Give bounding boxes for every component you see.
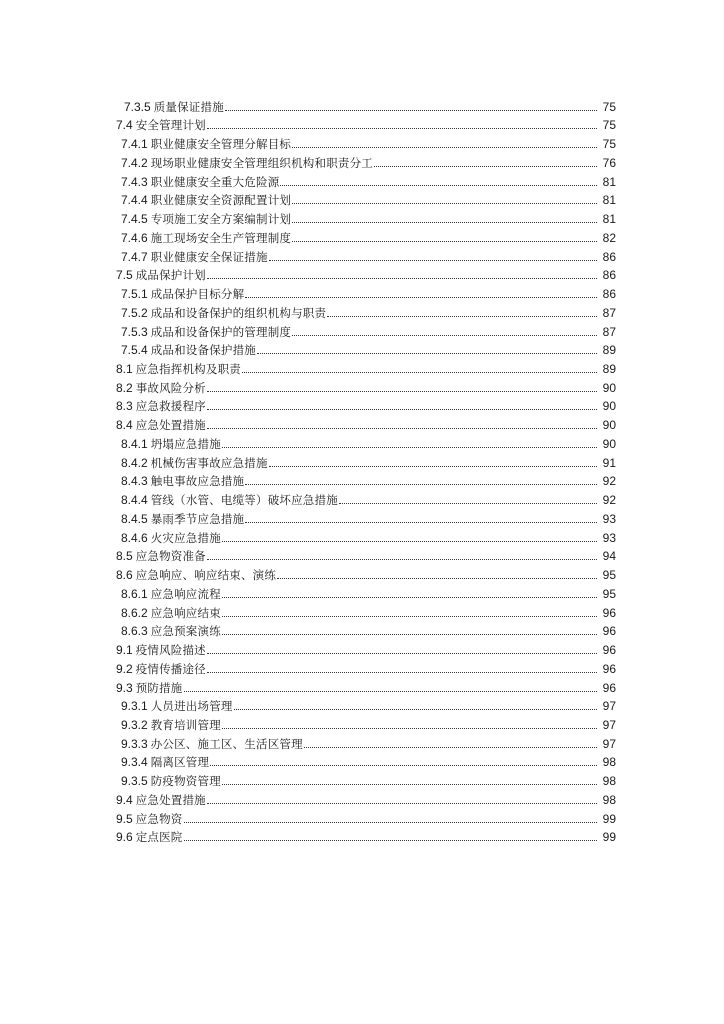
toc-dot-leader: [242, 371, 597, 373]
toc-dot-leader: [269, 259, 597, 261]
toc-entry-title: 触电事故应急措施: [150, 474, 245, 489]
toc-entry-title: 成品和设备保护的组织机构与职责: [150, 305, 327, 320]
toc-entry-title: 疫情传播途径: [135, 661, 206, 676]
toc-dot-leader: [207, 671, 597, 673]
toc-entry-title: 机械伤害事故应急措施: [150, 455, 268, 470]
toc-entry-page-number: 89: [602, 343, 616, 358]
toc-entry-number: 9.3.2: [121, 717, 148, 732]
toc-entry[interactable]: [116, 582, 616, 601]
toc-entry-title: 质量保证措施: [153, 99, 224, 114]
toc-entry-title: 疫情风险描述: [135, 643, 206, 658]
toc-entry-number: 8.6.3: [121, 624, 148, 639]
toc-dot-leader: [245, 296, 597, 298]
toc-entry-page-number: 95: [602, 568, 616, 583]
toc-entry-page-number: 97: [602, 717, 616, 732]
toc-dot-leader: [184, 839, 598, 841]
toc-entry-number: 8.4.6: [121, 530, 148, 545]
toc-entry[interactable]: [116, 207, 616, 226]
toc-dot-leader: [222, 633, 597, 635]
toc-entry-number: 8.5: [116, 549, 133, 564]
toc-entry[interactable]: [116, 189, 616, 208]
toc-entry[interactable]: [116, 151, 616, 170]
toc-entry-page-number: 96: [602, 643, 616, 658]
toc-entry-title: 定点医院: [135, 830, 183, 845]
toc-entry[interactable]: [116, 601, 616, 620]
toc-entry[interactable]: [116, 713, 616, 732]
toc-entry[interactable]: [116, 114, 616, 133]
toc-dot-leader: [234, 708, 597, 710]
toc-entry-number: 7.4.6: [121, 230, 148, 245]
toc-dot-leader: [222, 446, 597, 448]
toc-entry-title: 暴雨季节应急措施: [150, 511, 245, 526]
toc-entry-number: 7.4.4: [121, 193, 148, 208]
toc-entry-page-number: 87: [602, 324, 616, 339]
toc-entry-number: 9.3.4: [121, 755, 148, 770]
toc-entry-title: 现场职业健康安全管理组织机构和职责分工: [150, 155, 374, 170]
toc-dot-leader: [222, 596, 597, 598]
toc-dot-leader: [292, 334, 597, 336]
toc-entry-page-number: 96: [602, 624, 616, 639]
toc-entry-page-number: 99: [602, 811, 616, 826]
toc-entry-page-number: 81: [602, 174, 616, 189]
toc-entry-number: 7.3.5: [124, 99, 151, 114]
toc-dot-leader: [245, 483, 597, 485]
toc-entry-number: 7.4.1: [121, 137, 148, 152]
toc-entry[interactable]: [116, 413, 616, 432]
toc-entry-number: 8.2: [116, 380, 133, 395]
toc-dot-leader: [207, 390, 597, 392]
toc-entry[interactable]: [116, 376, 616, 395]
toc-entry[interactable]: [116, 526, 616, 545]
toc-entry[interactable]: [116, 320, 616, 339]
toc-entry-number: 7.4.5: [121, 212, 148, 227]
toc-entry-page-number: 90: [602, 380, 616, 395]
toc-entry[interactable]: [116, 95, 616, 114]
toc-entry-title: 安全管理计划: [135, 118, 206, 133]
toc-dot-leader: [225, 109, 597, 111]
toc-entry[interactable]: [116, 132, 616, 151]
toc-dot-leader: [374, 165, 597, 167]
toc-entry-number: 8.4.2: [121, 455, 148, 470]
toc-entry[interactable]: [116, 395, 616, 414]
toc-entry-number: 7.5: [116, 268, 133, 283]
toc-entry-page-number: 96: [602, 605, 616, 620]
toc-entry-title: 预防措施: [135, 680, 183, 695]
table-of-contents: [116, 95, 616, 844]
toc-entry-title: 坍塌应急措施: [150, 436, 221, 451]
toc-entry-page-number: 92: [602, 474, 616, 489]
toc-entry-title: 应急响应、响应结束、演练: [135, 568, 277, 583]
toc-entry[interactable]: [116, 695, 616, 714]
toc-dot-leader: [292, 146, 597, 148]
toc-entry-page-number: 82: [602, 230, 616, 245]
toc-entry-page-number: 90: [602, 418, 616, 433]
toc-entry-number: 9.5: [116, 811, 133, 826]
toc-entry-number: 9.1: [116, 643, 133, 658]
toc-entry-page-number: 93: [602, 511, 616, 526]
toc-entry[interactable]: [116, 451, 616, 470]
toc-dot-leader: [207, 652, 597, 654]
toc-entry[interactable]: [116, 357, 616, 376]
toc-entry-title: 教育培训管理: [150, 717, 221, 732]
toc-entry-number: 8.4.5: [121, 511, 148, 526]
toc-entry-page-number: 99: [602, 830, 616, 845]
toc-entry[interactable]: [116, 226, 616, 245]
toc-entry[interactable]: [116, 620, 616, 639]
toc-entry[interactable]: [116, 807, 616, 826]
toc-dot-leader: [280, 184, 597, 186]
toc-entry-title: 专项施工安全方案编制计划: [150, 212, 292, 227]
toc-entry-number: 7.4.7: [121, 249, 148, 264]
toc-dot-leader: [222, 615, 597, 617]
toc-entry-number: 8.6: [116, 568, 133, 583]
toc-entry[interactable]: [116, 339, 616, 358]
toc-entry[interactable]: [116, 826, 616, 845]
toc-dot-leader: [222, 727, 597, 729]
toc-entry[interactable]: [116, 638, 616, 657]
toc-entry-number: 9.4: [116, 792, 133, 807]
toc-entry[interactable]: [116, 563, 616, 582]
toc-entry-page-number: 89: [602, 362, 616, 377]
toc-entry-page-number: 86: [602, 249, 616, 264]
toc-dot-leader: [277, 577, 597, 579]
toc-dot-leader: [207, 277, 597, 279]
toc-dot-leader: [184, 821, 598, 823]
toc-entry-number: 7.5.3: [121, 324, 148, 339]
toc-entry[interactable]: [116, 170, 616, 189]
toc-dot-leader: [222, 783, 597, 785]
toc-dot-leader: [269, 465, 597, 467]
toc-entry-title: 管线（水管、电缆等）破坏应急措施: [150, 493, 338, 508]
toc-entry-title: 应急指挥机构及职责: [135, 362, 241, 377]
toc-entry-number: 7.5.1: [121, 287, 148, 302]
toc-entry-page-number: 81: [602, 193, 616, 208]
toc-entry[interactable]: [116, 676, 616, 695]
toc-entry[interactable]: [116, 301, 616, 320]
toc-dot-leader: [292, 202, 597, 204]
toc-entry-title: 办公区、施工区、生活区管理: [150, 736, 303, 751]
toc-entry[interactable]: [116, 264, 616, 283]
toc-dot-leader: [222, 540, 597, 542]
toc-entry-number: 7.4.2: [121, 155, 148, 170]
toc-entry-page-number: 98: [602, 792, 616, 807]
toc-entry-page-number: 98: [602, 755, 616, 770]
toc-entry[interactable]: [116, 545, 616, 564]
toc-entry-title: 防疫物资管理: [150, 774, 221, 789]
toc-entry-number: 7.4.3: [121, 174, 148, 189]
toc-entry-page-number: 87: [602, 305, 616, 320]
toc-entry-title: 应急响应流程: [150, 586, 221, 601]
toc-entry-title: 施工现场安全生产管理制度: [150, 230, 292, 245]
toc-entry[interactable]: [116, 788, 616, 807]
toc-dot-leader: [184, 690, 598, 692]
toc-entry-page-number: 90: [602, 436, 616, 451]
toc-entry[interactable]: [116, 751, 616, 770]
toc-entry[interactable]: [116, 488, 616, 507]
toc-entry-title: 应急预案演练: [150, 624, 221, 639]
toc-entry[interactable]: [116, 432, 616, 451]
toc-entry-title: 成品保护计划: [135, 268, 206, 283]
toc-dot-leader: [207, 408, 597, 410]
toc-entry-number: 8.4.4: [121, 493, 148, 508]
toc-entry-number: 8.6.2: [121, 605, 148, 620]
toc-dot-leader: [245, 521, 597, 523]
toc-entry-title: 事故风险分析: [135, 380, 206, 395]
toc-dot-leader: [257, 352, 597, 354]
toc-entry-page-number: 75: [602, 118, 616, 133]
toc-entry-title: 成品和设备保护的管理制度: [150, 324, 292, 339]
toc-entry-number: 8.6.1: [121, 586, 148, 601]
toc-entry-number: 9.3: [116, 680, 133, 695]
toc-entry-page-number: 91: [602, 455, 616, 470]
toc-dot-leader: [210, 764, 597, 766]
toc-entry-number: 8.4.1: [121, 436, 148, 451]
toc-entry-title: 应急处置措施: [135, 418, 206, 433]
toc-entry-number: 9.2: [116, 661, 133, 676]
toc-entry[interactable]: [116, 245, 616, 264]
toc-entry-page-number: 75: [602, 99, 616, 114]
toc-entry-page-number: 97: [602, 699, 616, 714]
toc-dot-leader: [339, 502, 597, 504]
toc-entry-number: 7.5.2: [121, 305, 148, 320]
toc-entry-number: 8.1: [116, 362, 133, 377]
toc-entry[interactable]: [116, 282, 616, 301]
toc-entry-page-number: 92: [602, 493, 616, 508]
toc-entry-page-number: 86: [602, 287, 616, 302]
toc-entry-number: 7.5.4: [121, 343, 148, 358]
toc-entry-page-number: 75: [602, 137, 616, 152]
toc-entry-title: 隔离区管理: [150, 755, 210, 770]
toc-entry-page-number: 96: [602, 680, 616, 695]
toc-entry-page-number: 90: [602, 399, 616, 414]
toc-entry-title: 火灾应急措施: [150, 530, 221, 545]
toc-entry-page-number: 76: [602, 155, 616, 170]
toc-entry-title: 应急响应结束: [150, 605, 221, 620]
toc-entry-page-number: 81: [602, 212, 616, 227]
toc-entry-title: 职业健康安全资源配置计划: [150, 193, 292, 208]
toc-entry-page-number: 94: [602, 549, 616, 564]
toc-entry-title: 应急救援程序: [135, 399, 206, 414]
toc-entry-number: 8.3: [116, 399, 133, 414]
toc-entry[interactable]: [116, 657, 616, 676]
toc-entry[interactable]: [116, 769, 616, 788]
toc-dot-leader: [207, 802, 597, 804]
toc-dot-leader: [207, 127, 597, 129]
toc-entry-page-number: 93: [602, 530, 616, 545]
toc-dot-leader: [304, 746, 597, 748]
toc-entry-title: 职业健康安全保证措施: [150, 249, 268, 264]
toc-entry-number: 9.3.3: [121, 736, 148, 751]
toc-dot-leader: [327, 315, 597, 317]
toc-entry-page-number: 96: [602, 661, 616, 676]
toc-entry-title: 成品和设备保护措施: [150, 343, 257, 358]
toc-entry-number: 8.4.3: [121, 474, 148, 489]
toc-dot-leader: [207, 558, 597, 560]
toc-entry-page-number: 98: [602, 774, 616, 789]
toc-entry-number: 8.4: [116, 418, 133, 433]
toc-entry-title: 应急物资准备: [135, 549, 206, 564]
toc-entry-number: 7.4: [116, 118, 133, 133]
toc-entry[interactable]: [116, 470, 616, 489]
toc-entry-number: 9.3.1: [121, 699, 148, 714]
toc-dot-leader: [292, 221, 597, 223]
toc-dot-leader: [292, 240, 597, 242]
toc-entry-title: 应急处置措施: [135, 792, 206, 807]
toc-entry-title: 人员进出场管理: [150, 699, 233, 714]
toc-entry-title: 职业健康安全重大危险源: [150, 174, 280, 189]
toc-entry-number: 9.3.5: [121, 774, 148, 789]
toc-entry-title: 成品保护目标分解: [150, 287, 245, 302]
toc-entry-page-number: 86: [602, 268, 616, 283]
toc-dot-leader: [207, 427, 597, 429]
toc-entry-page-number: 95: [602, 586, 616, 601]
toc-entry-title: 职业健康安全管理分解目标: [150, 137, 292, 152]
toc-entry-number: 9.6: [116, 830, 133, 845]
toc-entry[interactable]: [116, 507, 616, 526]
toc-entry-title: 应急物资: [135, 811, 183, 826]
toc-entry[interactable]: [116, 732, 616, 751]
toc-entry-page-number: 97: [602, 736, 616, 751]
